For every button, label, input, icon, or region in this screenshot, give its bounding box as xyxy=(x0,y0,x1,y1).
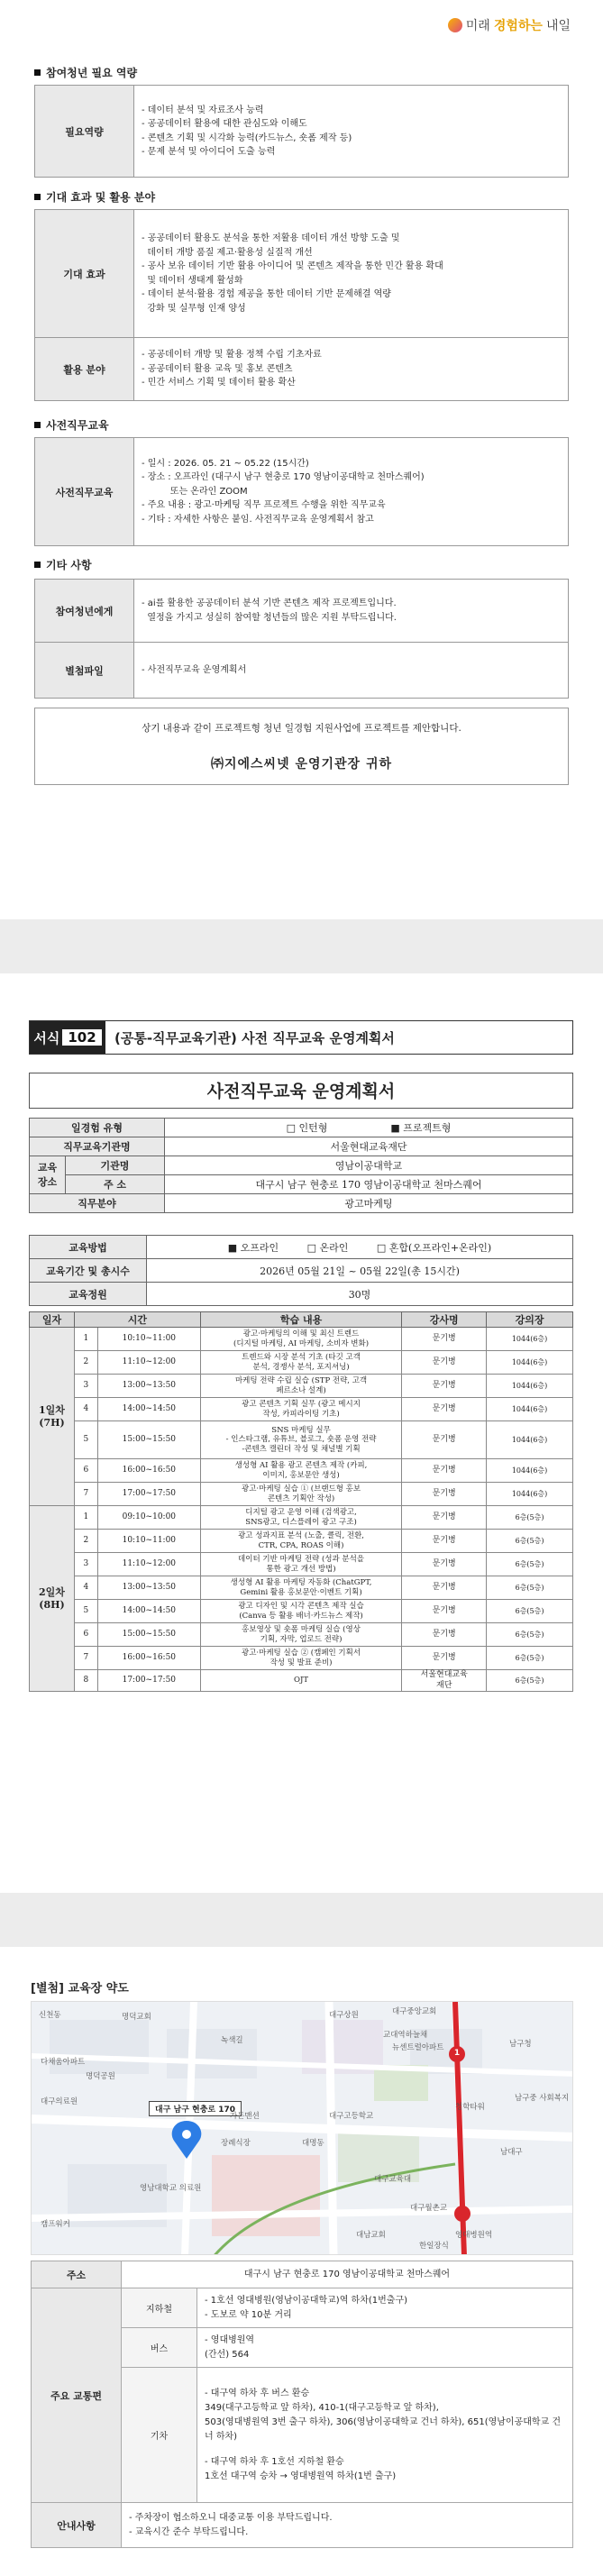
schedule-session-no: 1 xyxy=(74,1506,97,1530)
schedule-content: 데이터 기반 마케팅 전략 (성과 분석을 통한 광고 개선 방법) xyxy=(200,1553,402,1576)
schedule-teacher: 문기병 xyxy=(402,1553,487,1576)
schedule-room: 6층(5층) xyxy=(487,1530,573,1553)
schedule-row xyxy=(30,1328,573,1351)
schedule-teacher: 문기병 xyxy=(402,1506,487,1530)
schedule-header-time: 시간 xyxy=(74,1312,200,1328)
capacity-value: 30명 xyxy=(147,1283,573,1306)
schedule-teacher: 문기병 xyxy=(402,1459,487,1483)
schedule-row xyxy=(30,1398,573,1421)
schedule-header-teacher: 강사명 xyxy=(402,1312,487,1328)
schedule-session-no: 3 xyxy=(74,1375,97,1398)
map-place-label: 영남대학교 의료원 xyxy=(140,2184,202,2193)
schedule-time: 17:00~17:50 xyxy=(97,1483,200,1506)
schedule-content: 광고·마케팅 실습 ② (캠페인 기획서 작성 및 발표 준비) xyxy=(200,1647,402,1670)
schedule-room: 6층(5층) xyxy=(487,1600,573,1623)
page-training-plan xyxy=(0,973,603,1893)
schedule-content: 광고 콘텐츠 기획 실무 (광고 메시지 작성, 카피라이팅 기초) xyxy=(200,1398,402,1421)
schedule-session-no: 2 xyxy=(74,1351,97,1375)
schedule-time: 13:00~13:50 xyxy=(97,1576,200,1600)
schedule-room: 6층(5층) xyxy=(487,1647,573,1670)
schedule-teacher: 서울현대교육 재단 xyxy=(402,1670,487,1692)
schedule-room: 6층(5층) xyxy=(487,1553,573,1576)
schedule-time: 17:00~17:50 xyxy=(97,1670,200,1692)
schedule-row xyxy=(30,1483,573,1506)
schedule-room: 1044(6층) xyxy=(487,1459,573,1483)
schedule-content: SNS 마케팅 실무 - 인스타그램, 유튜브, 블로그, 숏폼 운영 전략 -콘텐츠 캘린더 작성 및 채널별 기획 xyxy=(200,1421,402,1459)
list-item: - 공공데이터 활용 교육 및 홍보 콘텐츠 xyxy=(142,363,293,374)
map-place-label: 교대역하늘채 xyxy=(383,2031,428,2040)
map-place-label: 장례식장 xyxy=(221,2139,251,2148)
schedule-session-no: 4 xyxy=(74,1576,97,1600)
method-mixed: □ 혼합(오프라인+온라인) xyxy=(376,1241,492,1254)
logo-text-3: 내일 xyxy=(545,19,571,33)
train-content xyxy=(197,2368,573,2503)
page-map xyxy=(0,1947,603,2576)
form-title-bar xyxy=(29,1020,573,1055)
list-item: - 데이터 분석 및 자료조사 능력 xyxy=(142,105,264,115)
schedule-time: 09:10~10:00 xyxy=(97,1506,200,1530)
schedule-room: 6층(5층) xyxy=(487,1576,573,1600)
method-label: 교육방법 xyxy=(30,1236,147,1259)
schedule-time: 16:00~16:50 xyxy=(97,1647,200,1670)
submission-box xyxy=(34,708,569,785)
schedule-time: 10:10~11:00 xyxy=(97,1530,200,1553)
map-place-label: 남구중 사회복지 xyxy=(515,2094,570,2103)
section-heading-training: 사전직무교육 xyxy=(34,417,109,433)
map-title: [별첨] 교육장 약도 xyxy=(31,1982,129,1996)
station-badge: 1 xyxy=(453,2049,461,2058)
map-place-label: 명덕공원 xyxy=(86,2072,115,2081)
schedule-time: 14:00~14:50 xyxy=(97,1600,200,1623)
list-item: - 장소 : 오프라인 (대구시 남구 현충로 170 영남이공대학교 천마스퀘어) 또는 온라인 ZOOM xyxy=(142,472,425,497)
schedule-teacher: 문기병 xyxy=(402,1530,487,1553)
schedule-row xyxy=(30,1600,573,1623)
schedule-teacher: 문기병 xyxy=(402,1576,487,1600)
map-place-label: 영대병원역 xyxy=(455,2231,493,2240)
schedule-row xyxy=(30,1459,573,1483)
list-item: - 주요 내용 : 광고·마케팅 직무 프로젝트 수행을 위한 직무교육 xyxy=(142,500,386,511)
schedule-teacher: 문기병 xyxy=(402,1328,487,1351)
schedule-row xyxy=(30,1351,573,1375)
period-label: 교육기간 및 총시수 xyxy=(30,1259,147,1283)
schedule-row xyxy=(30,1553,573,1576)
schedule-content: 광고 성과지표 분석 (노출, 클릭, 전환, CTR, CPA, ROAS 이해) xyxy=(200,1530,402,1553)
list-item: - 민간 서비스 기획 및 데이터 활용 확산 xyxy=(142,378,296,388)
schedule-time: 10:10~11:00 xyxy=(97,1328,200,1351)
schedule-room: 1044(6층) xyxy=(487,1351,573,1375)
schedule-room: 1044(6층) xyxy=(487,1398,573,1421)
submission-text: 상기 내용과 같이 프로젝트형 청년 일경험 지원사업에 프로젝트를 제안합니다. xyxy=(142,723,461,734)
schedule-time: 11:10~12:00 xyxy=(97,1553,200,1576)
form-number-badge: 서식 102 xyxy=(30,1021,105,1054)
method-options xyxy=(147,1236,573,1259)
effect-content xyxy=(134,210,569,338)
section-heading-etc: 기타 사항 xyxy=(34,557,92,572)
schedule-teacher: 문기병 xyxy=(402,1647,487,1670)
list-item: - 콘텐츠 기획 및 시각화 능력(카드뉴스, 숏폼 제작 등) xyxy=(142,132,352,143)
schedule-session-no: 5 xyxy=(74,1421,97,1459)
map-place-label: 남구청 xyxy=(509,2040,532,2049)
square-bullet-icon xyxy=(34,422,41,428)
training-label: 사전직무교육 xyxy=(35,438,134,546)
map-place-label: 대구상원 xyxy=(329,2011,359,2020)
map-place-label: 대구월촌교 xyxy=(410,2204,448,2213)
logo-text-1: 미래 xyxy=(465,19,490,33)
schedule-session-no: 7 xyxy=(74,1483,97,1506)
map-place-label: 캠프워커 xyxy=(41,2220,70,2229)
schedule-table xyxy=(29,1311,573,1692)
schedule-room: 1044(6층) xyxy=(487,1328,573,1351)
schedule-session-no: 5 xyxy=(74,1600,97,1623)
bus-label: 버스 xyxy=(122,2328,197,2368)
schedule-row xyxy=(30,1506,573,1530)
addr-value: 대구시 남구 현충로 170 영남이공대학교 천마스퀘어 xyxy=(165,1175,573,1194)
notice-label: 안내사항 xyxy=(32,2503,122,2548)
addr-label: 주소 xyxy=(32,2261,122,2288)
schedule-session-no: 6 xyxy=(74,1459,97,1483)
square-bullet-icon xyxy=(34,69,41,76)
attachment-content: - 사전직무교육 운영계획서 xyxy=(134,643,569,699)
list-item: - 1호선 영대병원(영남이공대학교)역 하차(1번출구) xyxy=(205,2295,408,2306)
schedule-content: 생성형 AI 활용 마케팅 자동화 (ChatGPT, Gemini 활용 홍보문안·이벤트 기획) xyxy=(200,1576,402,1600)
schedule-content: 마케팅 전략 수립 실습 (STP 전략, 고객 페르소나 설계) xyxy=(200,1375,402,1398)
logo-text-2: 경험하는 xyxy=(493,19,543,33)
notice-content xyxy=(122,2503,573,2548)
place-label: 교육 장소 xyxy=(30,1156,66,1194)
list-item: - 주차장이 협소하오니 대중교통 이용 부탁드립니다. xyxy=(129,2512,333,2523)
schedule-content: 광고 디자인 및 시각 콘텐츠 제작 실습 (Canva 등 활용 배너·카드뉴스 제작) xyxy=(200,1600,402,1623)
type-option-project: ■ 프로젝트형 xyxy=(390,1122,452,1134)
field-value: 광고마케팅 xyxy=(165,1194,573,1213)
etc-table xyxy=(34,579,569,699)
schedule-content: 광고·마케팅 실습 ① (브랜드형 홍보 콘텐츠 기획안 작성) xyxy=(200,1483,402,1506)
competency-content xyxy=(134,86,569,178)
schedule-row xyxy=(30,1576,573,1600)
schedule-row xyxy=(30,1670,573,1692)
list-item: - 도보로 약 10분 거리 xyxy=(205,2309,292,2320)
schedule-room: 6층(5층) xyxy=(487,1506,573,1530)
schedule-content: 광고·마케팅의 이해 및 최신 트렌드 (디지털 마케팅, AI 마케팅, 소비자 변화) xyxy=(200,1328,402,1351)
type-option-intern: □ 인턴형 xyxy=(286,1122,328,1134)
map-place-label: 신천동 xyxy=(39,2011,61,2020)
schedule-session-no: 2 xyxy=(74,1530,97,1553)
schedule-header-room: 강의장 xyxy=(487,1312,573,1328)
schedule-row xyxy=(30,1375,573,1398)
type-label: 일경험 유형 xyxy=(30,1119,165,1137)
map-place-label: 한일장식 xyxy=(419,2242,449,2251)
map-place-label: 청학타워 xyxy=(455,2103,485,2112)
plan-title: 사전직무교육 운영계획서 xyxy=(29,1073,573,1109)
map-place-label: 녹색길 xyxy=(221,2036,243,2045)
schedule-content: 트렌드와 시장 분석 기초 (타깃 고객 분석, 경쟁사 분석, 포지셔닝) xyxy=(200,1351,402,1375)
list-item: - 데이터 분석·활용 경험 제공을 통한 데이터 기반 문제해결 역량 강화 및 실무형 인재 양성 xyxy=(142,289,391,314)
page-proposal xyxy=(0,0,603,919)
schedule-teacher: 문기병 xyxy=(402,1600,487,1623)
capacity-label: 교육정원 xyxy=(30,1283,147,1306)
schedule-session-no: 3 xyxy=(74,1553,97,1576)
schedule-time: 15:00~15:50 xyxy=(97,1623,200,1647)
map-place-label: 대구고등학교 xyxy=(329,2112,374,2121)
schedule-day-label: 2일차 (8H) xyxy=(30,1506,75,1692)
location-map[interactable] xyxy=(31,2001,573,2255)
schedule-header-content: 학습 내용 xyxy=(200,1312,402,1328)
addr-label: 주 소 xyxy=(66,1175,165,1194)
square-bullet-icon xyxy=(34,194,41,200)
map-place-label: 대구중앙교회 xyxy=(392,2007,437,2016)
schedule-content: 홍보영상 및 숏폼 마케팅 실습 (영상 기획, 자막, 업로드 전략) xyxy=(200,1623,402,1647)
addr-value: 대구시 남구 현충로 170 영남이공대학교 천마스퀘어 xyxy=(122,2261,573,2288)
schedule-content: OJT xyxy=(200,1670,402,1692)
schedule-content: 생성형 AI 활용 광고 콘텐츠 제작 (카피, 이미지, 홍보문안 생성) xyxy=(200,1459,402,1483)
usage-content xyxy=(134,338,569,401)
effect-table xyxy=(34,209,569,401)
schedule-row xyxy=(30,1421,573,1459)
list-item: - 문제 분석 및 아이디어 도출 능력 xyxy=(142,147,276,157)
schedule-room: 1044(6층) xyxy=(487,1483,573,1506)
schedule-time: 13:00~13:50 xyxy=(97,1375,200,1398)
list-item: - 대구역 하차 후 버스 환승 349(대구고등학교 앞 하차), 410-1(대구고등학교 앞 하차), 503(영대병원역 3번 출구 하차), 306(영남이공대학교 건너 하차), 651(영남이공대학교 건너 하차) xyxy=(205,2388,562,2442)
competency-label: 필요역량 xyxy=(35,86,134,178)
transport-label: 주요 교통편 xyxy=(32,2288,122,2503)
schedule-day-label: 1일차 (7H) xyxy=(30,1328,75,1506)
square-bullet-icon xyxy=(34,562,41,568)
subway-label: 지하철 xyxy=(122,2288,197,2328)
field-label: 직무분야 xyxy=(30,1194,165,1213)
list-item: - 영대병원역 xyxy=(205,2334,255,2345)
schedule-time: 16:00~16:50 xyxy=(97,1459,200,1483)
bus-content xyxy=(197,2328,573,2368)
schedule-session-no: 1 xyxy=(74,1328,97,1351)
effect-label: 기대 효과 xyxy=(35,210,134,338)
method-table xyxy=(29,1235,573,1306)
training-table xyxy=(34,437,569,546)
type-options xyxy=(165,1119,573,1137)
section-heading-competency: 참여청년 필요 역량 xyxy=(34,65,137,80)
section-heading-effect: 기대 효과 및 활용 분야 xyxy=(34,189,155,205)
map-place-label: 대구교육대 xyxy=(374,2175,412,2184)
attachment-label: 별첨파일 xyxy=(35,643,134,699)
schedule-content: 디지털 광고 운영 이해 (검색광고, SNS광고, 디스플레이 광고 구조) xyxy=(200,1506,402,1530)
schedule-session-no: 6 xyxy=(74,1623,97,1647)
map-place-label: 가든맨션 xyxy=(230,2112,260,2121)
schedule-time: 14:00~14:50 xyxy=(97,1398,200,1421)
map-place-label: 뉴센트럴아파트 xyxy=(392,2043,444,2052)
map-place-label: 남대구 xyxy=(500,2148,523,2157)
form-title: (공통-직무교육기관) 사전 직무교육 운영계획서 xyxy=(114,1029,395,1046)
org-label: 직무교육기관명 xyxy=(30,1137,165,1156)
schedule-session-no: 8 xyxy=(74,1670,97,1692)
map-place-label: 대명동 xyxy=(302,2139,324,2148)
to-youth-content: - ai를 활용한 공공데이터 분석 기반 콘텐츠 제작 프로젝트입니다. 열정을 가지고 성실히 참여할 청년들의 많은 지원 부탁드립니다. xyxy=(134,580,569,643)
access-table xyxy=(31,2261,573,2548)
schedule-header-day: 일자 xyxy=(30,1312,75,1328)
method-offline: ■ 오프라인 xyxy=(227,1241,279,1254)
list-item: - 공공데이터 활용도 분석을 통한 저활용 데이터 개선 방향 도출 및 데이터 개방 품질 제고·활용성 실질적 개선 xyxy=(142,233,400,258)
schedule-teacher: 문기병 xyxy=(402,1398,487,1421)
training-content xyxy=(134,438,569,546)
list-item: - 대구역 하차 후 1호선 지하철 환승 1호선 대구역 승차 → 영대병원역 하차(1번 출구) xyxy=(205,2456,397,2481)
schedule-room: 1044(6층) xyxy=(487,1421,573,1459)
subway-content xyxy=(197,2288,573,2328)
schedule-time: 15:00~15:50 xyxy=(97,1421,200,1459)
schedule-teacher: 문기병 xyxy=(402,1483,487,1506)
schedule-session-no: 4 xyxy=(74,1398,97,1421)
map-place-label: 다채움아파트 xyxy=(41,2058,86,2067)
logo xyxy=(448,16,571,34)
map-place-label: 대남교회 xyxy=(356,2231,386,2240)
period-value: 2026년 05월 21일 ~ 05월 22일(총 15시간) xyxy=(147,1259,573,1283)
map-place-label: 명덕교회 xyxy=(122,2013,151,2022)
schedule-row xyxy=(30,1647,573,1670)
map-canvas xyxy=(32,2002,573,2255)
list-item: - 공사 보유 데이터 기반 활용 아이디어 및 콘텐츠 제작을 통한 민간 활용 확대 및 데이터 생태계 활성화 xyxy=(142,261,443,286)
list-item: - 공공데이터 개방 및 활용 정책 수립 기초자료 xyxy=(142,350,322,361)
map-pin-label: 대구 남구 현충로 170 xyxy=(149,2101,242,2116)
list-item: - 일시 : 2026. 05. 21 ~ 05.22 (15시간) xyxy=(142,458,309,469)
to-youth-label: 참여청년에게 xyxy=(35,580,134,643)
plan-info-table xyxy=(29,1118,573,1213)
schedule-room: 1044(6층) xyxy=(487,1375,573,1398)
schedule-teacher: 문기병 xyxy=(402,1351,487,1375)
schedule-time: 11:10~12:00 xyxy=(97,1351,200,1375)
logo-mark-icon xyxy=(448,18,462,32)
train-label: 기차 xyxy=(122,2368,197,2503)
schedule-session-no: 7 xyxy=(74,1647,97,1670)
list-item: - 교육시간 준수 부탁드립니다. xyxy=(129,2526,249,2537)
list-item: - 공공데이터 활용에 대한 관심도와 이해도 xyxy=(142,119,307,129)
schedule-room: 6층(5층) xyxy=(487,1670,573,1692)
inst-label: 기관명 xyxy=(66,1156,165,1175)
schedule-teacher: 문기병 xyxy=(402,1421,487,1459)
competency-table xyxy=(34,85,569,178)
org-value: 서울현대교육재단 xyxy=(165,1137,573,1156)
schedule-teacher: 문기병 xyxy=(402,1623,487,1647)
list-item: (간선) 564 xyxy=(205,2349,250,2360)
schedule-room: 6층(5층) xyxy=(487,1623,573,1647)
usage-label: 활용 분야 xyxy=(35,338,134,401)
method-online: □ 온라인 xyxy=(306,1241,349,1254)
schedule-row xyxy=(30,1530,573,1553)
signature: ㈜지에스씨넷 운영기관장 귀하 xyxy=(210,757,393,772)
list-item: - 기타 : 자세한 사항은 붙임. 사전직무교육 운영계획서 참고 xyxy=(142,514,374,525)
schedule-row xyxy=(30,1623,573,1647)
schedule-teacher: 문기병 xyxy=(402,1375,487,1398)
map-place-label: 대구의료원 xyxy=(41,2097,78,2106)
inst-value: 영남이공대학교 xyxy=(165,1156,573,1175)
